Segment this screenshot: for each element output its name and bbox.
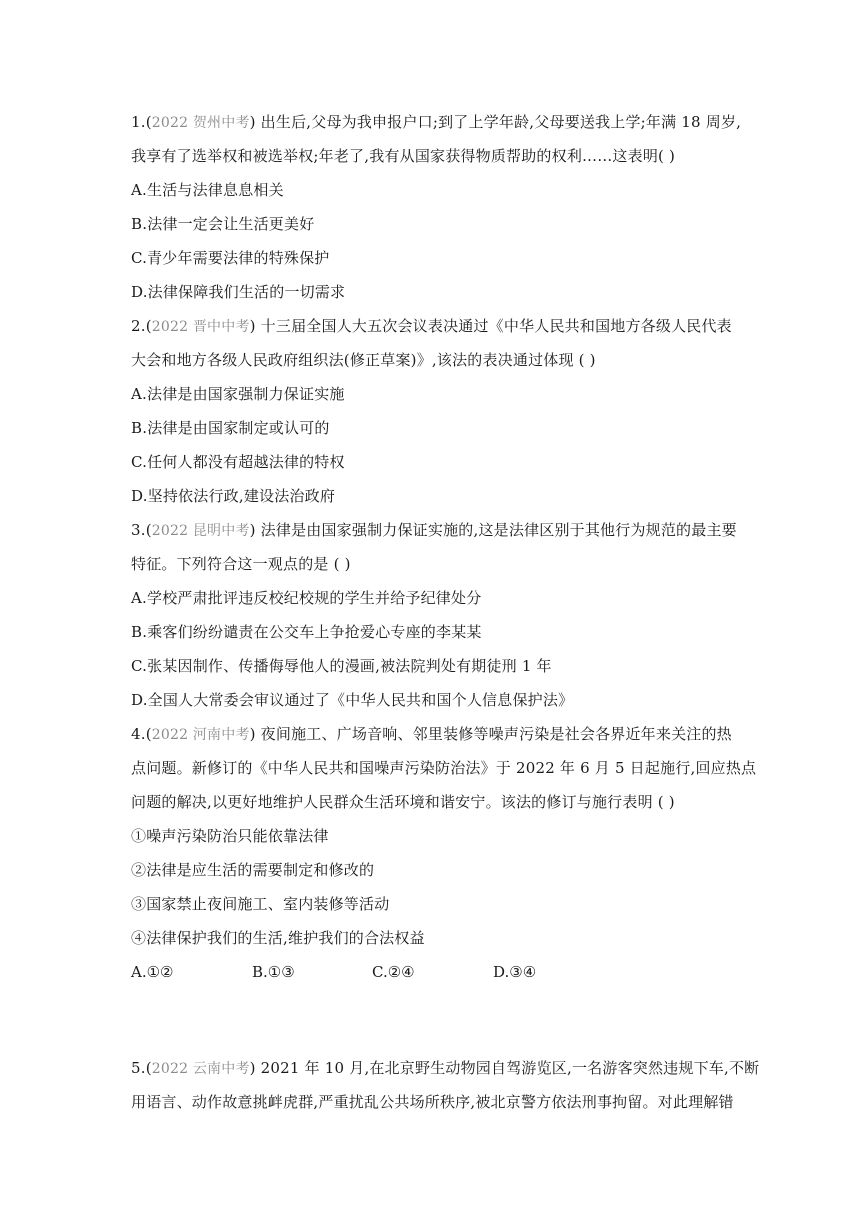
- q3-stem-line-1: 3.(2022 昆明中考) 法律是由国家强制力保证实施的,这是法律区别于其他行为规范的最主要: [131, 521, 737, 539]
- q4-statement-1: ①噪声污染防治只能依靠法律: [131, 827, 329, 845]
- q4-statement-4: ④法律保护我们的生活,维护我们的合法权益: [131, 929, 425, 947]
- q1-option-d: D.法律保障我们生活的一切需求: [131, 283, 346, 301]
- q5-source: 2022 云南中考: [151, 1061, 250, 1077]
- q4-statement-3: ③国家禁止夜间施工、室内装修等活动: [131, 895, 390, 913]
- q4-option-a: A.①②: [131, 963, 174, 981]
- q3-stem-line-2: 特征。下列符合这一观点的是 ( ): [131, 555, 351, 573]
- q1-option-c: C.青少年需要法律的特殊保护: [131, 249, 330, 267]
- q4-option-d: D.③④: [493, 963, 537, 981]
- q4-stem-line-2: 点问题。新修订的《中华人民共和国噪声污染防治法》于 2022 年 6 月 5 日起施行,回应热点: [131, 759, 757, 777]
- q2-stem-line-1: 2.(2022 晋中中考) 十三届全国人大五次会议表决通过《中华人民共和国地方各级人民代表: [131, 317, 732, 335]
- q4-option-c: C.②④: [372, 963, 415, 981]
- q1-option-b: B.法律一定会让生活更美好: [131, 215, 315, 233]
- q2-option-d: D.坚持依法行政,建设法治政府: [131, 487, 336, 505]
- q1-source: 2022 贺州中考: [151, 115, 250, 131]
- q3-option-c: C.张某因制作、传播侮辱他人的漫画,被法院判处有期徒刑 1 年: [131, 657, 552, 675]
- q1-stem-line-1: 1.(2022 贺州中考) 出生后,父母为我申报户口;到了上学年龄,父母要送我上学;年满 18 周岁,: [131, 113, 742, 131]
- q4-option-b: B.①③: [252, 963, 295, 981]
- q1-option-a: A.生活与法律息息相关: [131, 181, 284, 199]
- q2-option-b: B.法律是由国家制定或认可的: [131, 419, 330, 437]
- q5-stem-line-1: 5.(2022 云南中考) 2021 年 10 月,在北京野生动物园自驾游览区,一名游客突然违规下车,不断: [131, 1059, 760, 1077]
- q1-stem-line-2: 我享有了选举权和被选举权;年老了,我有从国家获得物质帮助的权利……这表明( ): [131, 147, 676, 165]
- q3-option-d: D.全国人大常委会审议通过了《中华人民共和国个人信息保护法》: [131, 691, 574, 709]
- q4-stem-line-3: 问题的解决,以更好地维护人民群众生活环境和谐安宁。该法的修订与施行表明 ( ): [131, 793, 675, 811]
- q3-source: 2022 昆明中考: [151, 523, 250, 539]
- q5-stem-line-2: 用语言、动作故意挑衅虎群,严重扰乱公共场所秩序,被北京警方依法刑事拘留。对此理解错: [131, 1093, 734, 1111]
- q2-option-c: C.任何人都没有超越法律的特权: [131, 453, 345, 471]
- q4-source: 2022 河南中考: [151, 727, 250, 743]
- q2-option-a: A.法律是由国家强制力保证实施: [131, 385, 345, 403]
- q3-option-b: B.乘客们纷纷谴责在公交车上争抢爱心专座的李某某: [131, 623, 482, 641]
- q4-statement-2: ②法律是应生活的需要制定和修改的: [131, 861, 375, 879]
- q3-option-a: A.学校严肃批评违反校纪校规的学生并给予纪律处分: [131, 589, 482, 607]
- q2-stem-line-2: 大会和地方各级人民政府组织法(修正草案)》,该法的表决通过体现 ( ): [131, 351, 596, 369]
- q4-stem-line-1: 4.(2022 河南中考) 夜间施工、广场音响、邻里装修等噪声污染是社会各界近年来关注的热: [131, 725, 732, 743]
- q2-source: 2022 晋中中考: [151, 319, 250, 335]
